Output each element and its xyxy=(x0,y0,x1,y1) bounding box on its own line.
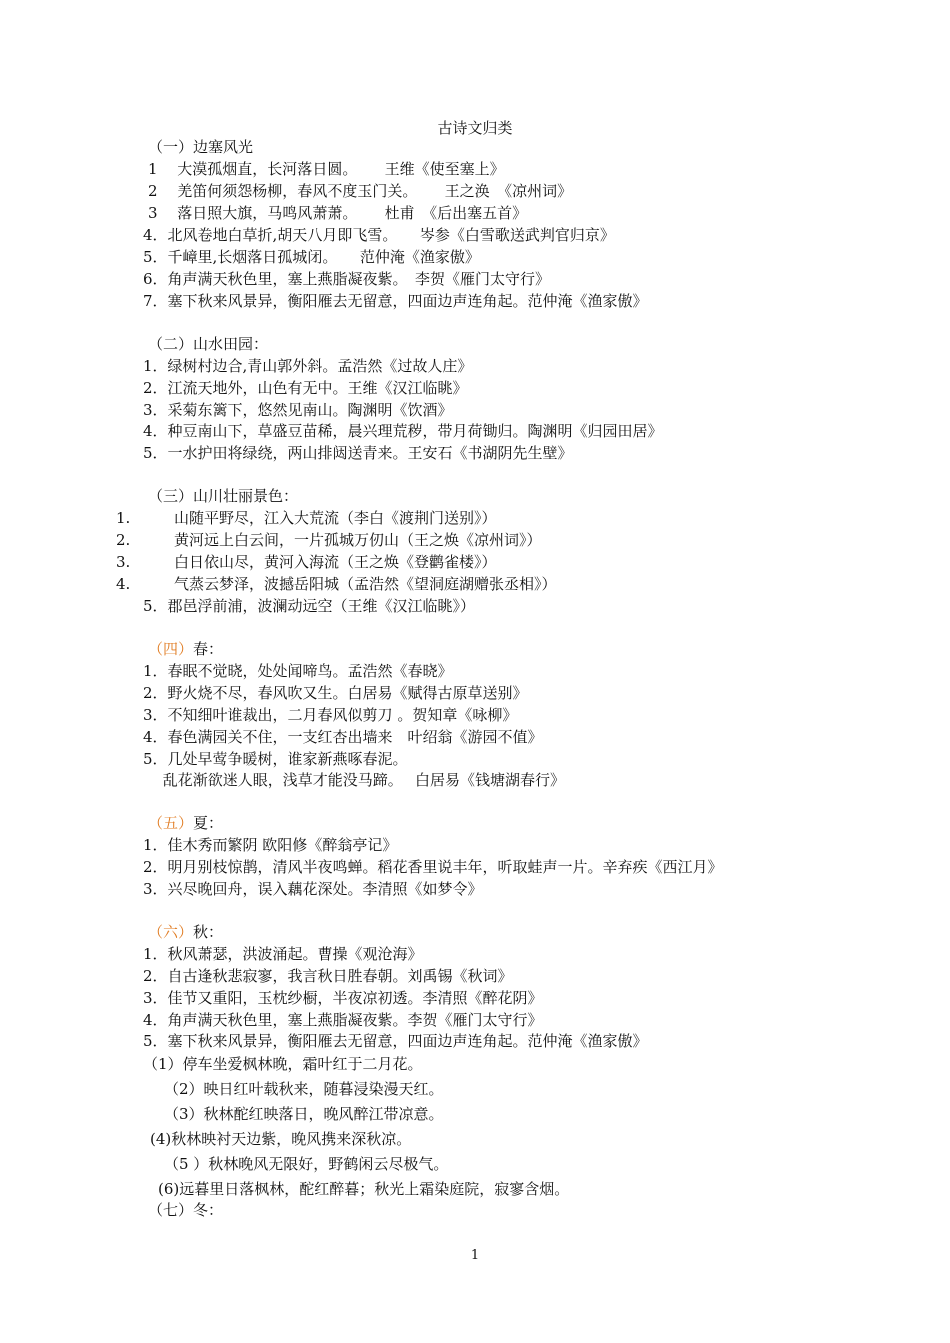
document-title: 古诗文归类 xyxy=(437,119,513,137)
list-item: 1．秋风萧瑟，洪波涌起。曹操《观沧海》 xyxy=(143,945,423,963)
sub-list-item: (4)秋林映衬天边紫，晚风携来深秋凉。 xyxy=(150,1130,412,1148)
list-item: 3 落日照大旗，马鸣风萧萧。 杜甫 《后出塞五首》 xyxy=(148,204,528,222)
page-number: 1 xyxy=(470,1248,480,1263)
section-heading-pastoral: （二）山水田园： xyxy=(148,335,269,353)
list-item-number: 3. xyxy=(116,553,131,571)
list-item: 5．一水护田将绿绕，两山排闼送青来。王安石《书湖阴先生壁》 xyxy=(143,444,573,462)
list-item: 4．北风卷地白草折,胡天八月即飞雪。 岑参《白雪歌送武判官归京》 xyxy=(143,226,615,244)
list-item: 5．千嶂里,长烟落日孤城闭。 范仲淹《渔家傲》 xyxy=(143,248,480,266)
list-item: 2．江流天地外，山色有无中。王维《汉江临眺》 xyxy=(143,379,468,397)
section-heading-winter: （七）冬： xyxy=(148,1201,224,1219)
list-item: 1．绿树村边合,青山郭外斜。孟浩然《过故人庄》 xyxy=(143,357,473,375)
sub-list-item: （1）停车坐爱枫林晚，霜叶红于二月花。 xyxy=(143,1055,423,1073)
list-item: 5．几处早莺争暖树，谁家新燕啄春泥。 xyxy=(143,750,408,768)
list-item: 4．春色满园关不住，一支红杏出墙来 叶绍翁《游园不值》 xyxy=(143,728,543,746)
sub-list-item: （2）映日红叶载秋来，随暮浸染漫天红。 xyxy=(164,1080,444,1098)
list-item-number: 2. xyxy=(116,531,131,549)
list-item-number: 1. xyxy=(116,509,131,527)
list-item: 2．野火烧不尽，春风吹又生。白居易《赋得古原草送别》 xyxy=(143,684,528,702)
section-number: （六） xyxy=(148,923,194,941)
section-label: 夏： xyxy=(193,814,224,832)
list-item-number: 4. xyxy=(116,575,131,593)
list-item: 3．佳节又重阳，玉枕纱橱，半夜凉初透。李清照《醉花阴》 xyxy=(143,989,543,1007)
list-item: 3．不知细叶谁裁出，二月春风似剪刀 。贺知章《咏柳》 xyxy=(143,706,518,724)
section-number: （五） xyxy=(148,814,194,832)
list-item: 1．春眠不觉晓，处处闻啼鸟。孟浩然《春晓》 xyxy=(143,662,453,680)
section-heading-spring xyxy=(148,639,223,659)
list-item: 1．佳木秀而繁阴 欧阳修《醉翁亭记》 xyxy=(143,836,398,854)
list-item: 2 羌笛何须怨杨柳，春风不度玉门关。 王之涣 《凉州词》 xyxy=(148,182,573,200)
list-item: 2．明月别枝惊鹊，清风半夜鸣蝉。稻花香里说丰年，听取蛙声一片。辛弃疾《西江月》 xyxy=(143,858,723,876)
list-item: 山随平野尽，江入大荒流（李白《渡荆门送别》） xyxy=(174,509,497,527)
list-item: 黄河远上白云间，一片孤城万仞山（王之焕《凉州词》） xyxy=(174,531,542,549)
section-label: 秋： xyxy=(193,923,224,941)
list-item: 6．角声满天秋色里，塞上燕脂凝夜紫。 李贺《雁门太守行》 xyxy=(143,270,551,288)
list-item: 气蒸云梦泽，波撼岳阳城（孟浩然《望洞庭湖赠张丞相》） xyxy=(174,575,557,593)
list-item: 白日依山尽，黄河入海流（王之焕《登鹳雀楼》） xyxy=(174,553,497,571)
list-item: 4．种豆南山下，草盛豆苗稀，晨兴理荒秽，带月荷锄归。陶渊明《归园田居》 xyxy=(143,422,663,440)
sub-list-item: (6)远暮里日落枫林，酡红醉暮；秋光上霜染庭院，寂寥含烟。 xyxy=(158,1180,570,1198)
list-item: 4．角声满天秋色里，塞上燕脂凝夜紫。李贺《雁门太守行》 xyxy=(143,1011,543,1029)
list-item: 1 大漠孤烟直，长河落日圆。 王维《使至塞上》 xyxy=(148,160,505,178)
section-heading-landscape: （三）山川壮丽景色： xyxy=(148,487,299,505)
section-label: 春： xyxy=(193,640,224,658)
section-heading-frontier: （一）边塞风光 xyxy=(148,138,254,156)
list-item: 5．塞下秋来风景异，衡阳雁去无留意，四面边声连角起。范仲淹《渔家傲》 xyxy=(143,1032,648,1050)
section-number: （四） xyxy=(148,640,194,658)
list-item: 3．兴尽晚回舟，误入藕花深处。李清照《如梦令》 xyxy=(143,880,483,898)
list-item: 2．自古逢秋悲寂寥，我言秋日胜春朝。刘禹锡《秋词》 xyxy=(143,967,513,985)
list-item: 乱花渐欲迷人眼，浅草才能没马蹄。 白居易《钱塘湖春行》 xyxy=(143,771,566,789)
section-heading-summer xyxy=(148,813,223,833)
list-item: 3．采菊东篱下，悠然见南山。陶渊明《饮酒》 xyxy=(143,401,453,419)
sub-list-item: （5 ）秋林晚风无限好，野鹤闲云尽极气。 xyxy=(164,1155,449,1173)
list-item: 7．塞下秋来风景异，衡阳雁去无留意，四面边声连角起。范仲淹《渔家傲》 xyxy=(143,292,648,310)
section-heading-autumn xyxy=(148,922,223,942)
list-item: 5．郡邑浮前浦，波澜动远空（王维《汉江临眺》） xyxy=(143,597,476,615)
sub-list-item: （3）秋林酡红映落日，晚风醉江带凉意。 xyxy=(164,1105,444,1123)
